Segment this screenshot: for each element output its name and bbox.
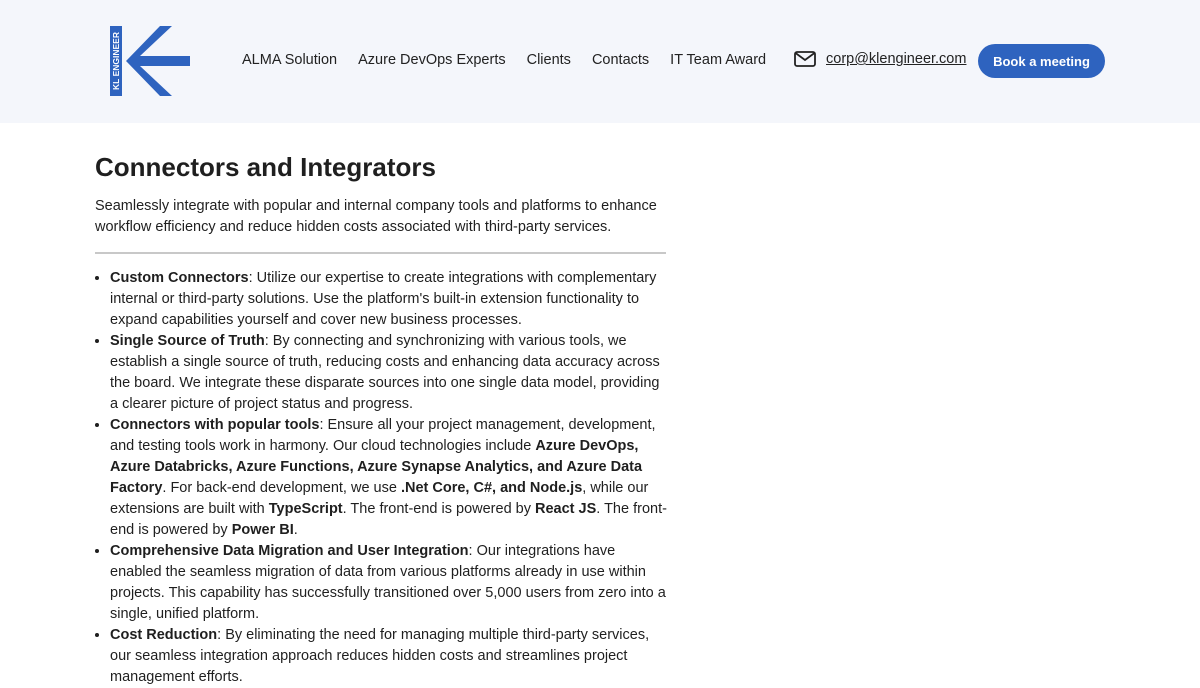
bold-term: Power BI	[231, 522, 294, 538]
bold-term: Single Source of Truth	[110, 333, 265, 349]
text: : Our integrations have enabled the seamless migration of data from various platforms already in use within projects. This capability has successfully transitioned over 5,000 users from zero into a single, unified platform.	[110, 543, 666, 622]
page-title: Connectors and Integrators	[95, 152, 436, 182]
nav-azure-devops-experts[interactable]: Azure DevOps Experts	[358, 52, 506, 68]
nav-alma-solution[interactable]: ALMA Solution	[242, 52, 338, 68]
feature-list	[95, 268, 670, 688]
text: : By connecting and synchronizing with various tools, we establish a single source of truth, reducing costs and enhancing data accuracy across the board. We integrate these disparate sources into one single data model, providing a clearer picture of project status and progress.	[110, 333, 660, 412]
bold-term: React JS	[535, 501, 597, 517]
email-contact	[794, 51, 966, 67]
list-item	[110, 415, 670, 541]
nav-clients[interactable]: Clients	[526, 52, 571, 68]
text: . The front-end is powered by	[342, 501, 536, 517]
site-header	[0, 0, 1200, 123]
main-nav	[242, 52, 766, 68]
book-meeting-button[interactable]: Book a meeting	[978, 44, 1105, 78]
list-item	[110, 625, 670, 688]
list-item	[110, 331, 670, 415]
list-item	[110, 541, 670, 625]
kl-engineer-logo[interactable]	[110, 26, 192, 96]
bold-term: Azure DevOps, Azure Databricks, Azure Functions, Azure Synapse Analytics, and Azure Data Factory	[110, 438, 643, 496]
divider	[95, 252, 666, 254]
text: . The front-end is powered by	[110, 501, 667, 538]
bold-term: Cost Reduction	[110, 627, 218, 643]
bold-term: Connectors with popular tools	[110, 417, 320, 433]
content	[95, 152, 670, 688]
nav-contacts[interactable]: Contacts	[591, 52, 650, 68]
text: : Ensure all your project management, development, and testing tools work in harmony. Our cloud technologies include	[110, 417, 656, 454]
text: .	[293, 522, 298, 538]
text: : By eliminating the need for managing multiple third-party services, our seamless integration approach reduces hidden costs and streamlines project management efforts.	[110, 627, 650, 685]
text: : Utilize our expertise to create integrations with complementary internal or third-party solutions. Use the platform's built-in extension functionality to expand capabilities yourself and cover new business processes.	[110, 270, 657, 328]
text: . For back-end development, we use	[162, 480, 401, 496]
text: , while our extensions are built with	[110, 480, 649, 517]
mail-icon	[794, 51, 816, 67]
intro-text: Seamlessly integrate with popular and internal company tools and platforms to enhance workflow efficiency and reduce hidden costs associated with third-party services.	[95, 198, 657, 235]
email-link[interactable]: corp@klengineer.com	[826, 51, 967, 67]
bold-term: .Net Core, C#, and Node.js	[400, 480, 583, 496]
nav-it-team-award[interactable]: IT Team Award	[670, 52, 767, 68]
list-item	[110, 268, 670, 331]
bold-term: Comprehensive Data Migration and User Integration	[110, 543, 469, 559]
bold-term: Custom Connectors	[110, 270, 249, 286]
svg-text:KL ENGINEER: KL ENGINEER	[111, 32, 121, 90]
bold-term: TypeScript	[268, 501, 343, 517]
